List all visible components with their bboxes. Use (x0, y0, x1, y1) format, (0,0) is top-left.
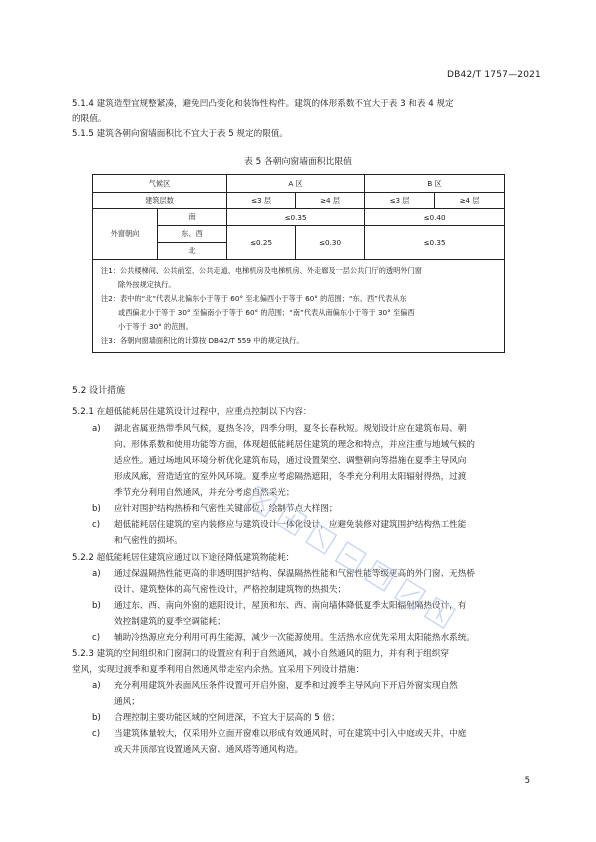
header-climate-zone: 气候区 (93, 175, 227, 193)
row-header-window-orientation: 外窗朝向 (93, 209, 158, 260)
bullet-b-label: b) (92, 504, 101, 514)
standard-code: DB42/T 1757—2021 (447, 70, 541, 80)
table-5-caption: 表 5 各朝向窗墙面积比限值 (244, 157, 352, 167)
clause-5-2-2-b-line-1: 通过东、西、南向外窗的遮阳设计，屋顶和东、西、南向墙体降低夏季太阳辐射隔热设计，有 (114, 601, 467, 611)
header-zone-b: B 区 (365, 175, 505, 193)
bullet-c-label-2: c) (92, 633, 101, 643)
clause-5-2-2-b-line-2: 效控制建筑的夏季空调能耗； (114, 617, 226, 627)
bullet-a-label-3: a) (92, 681, 101, 691)
clause-5-2-3-a-line-2: 通风； (114, 697, 140, 707)
clause-5-2-2-c: 辅助冷热源应充分利用可再生能源，减少一次能源使用。生活热水应优先采用太阳能热水系统。 (114, 633, 475, 643)
clause-5-2-1: 5.2.1 在超低能耗居住建筑设计过程中，应重点控制以下内容： (72, 407, 312, 417)
header-zone-a: A 区 (227, 175, 365, 193)
clause-5-2-1-c-line-1: 超低能耗居住建筑的室内装修应与建筑设计一体化设计，应避免装修对建筑围护结构热工性能 (114, 520, 467, 530)
clause-5-2-1-a-line-4: 形成风廊，营造适宜的室外风环境。夏季应考虑隔热遮阳，冬季充分利用太阳辐射得热，过渡 (114, 472, 467, 482)
cell-b-all: ≤0.35 (365, 226, 505, 260)
bullet-a-label-2: a) (92, 569, 101, 579)
cell-south-zone-b: ≤0.40 (365, 209, 505, 226)
section-5-2-heading: 5.2 设计措施 (72, 386, 126, 396)
note-2-line-2: 或西偏北小于等于 30° 至偏南小于等于 60° 的范围；“南”代表从南偏东小于等于 30° 至偏西 (118, 308, 415, 317)
clause-5-2-3-line-1: 5.2.3 建筑的空间组织和门窗洞口的设置应有利于自然通风，减小自然通风的阻力，并有利于组织穿 (72, 649, 449, 659)
clause-5-2-1-a-line-2: 向、形体系数和使用功能等方面，体现超低能耗居住建筑的理念和特点，并应注重与地域气候的 (114, 440, 475, 450)
clause-5-2-1-a-line-1: 湖北省属亚热带季风气候，夏热冬冷，四季分明，夏冬长春秋短。规划设计应在建筑布局、朝 (114, 424, 467, 434)
clause-5-2-1-b: 应针对围护结构热桥和气密性关键部位，绘制节点大样图； (114, 504, 338, 514)
clause-5-2-1-c-line-2: 和气密性的损坏。 (114, 536, 183, 546)
cell-a-le3: ≤0.25 (227, 226, 296, 260)
clause-5-2-2-a-line-2: 设计、建筑整体的高气密性设计，严格控制建筑物的热损失； (114, 585, 347, 595)
window-wall-ratio-table (92, 174, 505, 353)
clause-5-2-2-a-line-1: 通过保温隔热性能更高的非透明围护结构、保温隔热性能和气密性能等级更高的外门窗、无热桥 (114, 569, 475, 579)
clause-5-2-3-line-2: 堂风，实现过渡季和夏季利用自然通风带走室内余热。宜采用下列设计措施： (72, 665, 365, 675)
note-3: 注3：各朝向窗墙面积比的计算按 DB42/T 559 中的规定执行。 (101, 336, 304, 345)
bullet-c-label: c) (92, 520, 101, 530)
note-1-line-1: 注1：公共楼梯间、公共前室、公共走道、电梯机房及电梯机房、外走廊及一层公共门厅的透明外门窗 (101, 266, 422, 275)
cell-a-ge4: ≤0.30 (296, 226, 365, 260)
header-building-floors: 建筑层数 (93, 193, 227, 209)
bullet-c-label-3: c) (92, 729, 101, 739)
cell-south-zone-a: ≤0.35 (227, 209, 365, 226)
clause-5-1-4-line-2: 的限值。 (72, 114, 107, 124)
clause-5-2-3-b: 合理控制主要功能区域的空间进深，不宜大于层高的 5 倍； (114, 713, 340, 723)
clause-5-2-3-a-line-1: 充分利用建筑外表面风压条件设置可开启外窗，夏季和过渡季主导风向下开启外窗实现自然 (114, 681, 458, 691)
table-notes (93, 260, 505, 353)
bullet-a-label: a) (92, 424, 101, 434)
clause-5-2-1-a-line-3: 适应性。通过场地风环境分析优化建筑布局，通过设置架空、调整朝向等措施在夏季主导风向 (114, 456, 467, 466)
clause-5-1-5: 5.1.5 建筑各朝向窗墙面积比不宜大于表 5 规定的限值。 (72, 129, 288, 139)
orientation-south: 南 (158, 209, 227, 226)
header-b-le3: ≤3 层 (365, 193, 435, 209)
header-b-ge4: ≥4 层 (435, 193, 505, 209)
clause-5-2-2: 5.2.2 超低能耗居住建筑应通过以下途径降低建筑物能耗： (72, 553, 295, 563)
orientation-north: 北 (158, 243, 227, 260)
page-number: 5 (524, 776, 530, 786)
bullet-b-label-2: b) (92, 601, 101, 611)
note-1-line-2: 除外按规定执行。 (118, 280, 176, 289)
header-a-le3: ≤3 层 (227, 193, 296, 209)
clause-5-2-1-a-line-5: 季节充分利用自然通风，并充分考虑自然采光； (114, 488, 295, 498)
clause-5-2-3-c-line-2: 或天井顶部宜设置通风天窗、通风塔等通风构造。 (114, 745, 304, 755)
note-2-line-1: 注2：表中的“北”代表从北偏东小于等于 60° 至北偏西小于等于 60° 的范围；“东、西”代表从东 (101, 294, 407, 303)
orientation-east-west: 东、西 (158, 226, 227, 243)
bullet-b-label-3: b) (92, 713, 101, 723)
note-2-line-3: 小于等于 30° 的范围。 (118, 322, 193, 331)
header-a-ge4: ≥4 层 (296, 193, 365, 209)
clause-5-2-3-c-line-1: 当建筑体量较大，仅采用外立面开窗难以形成有效通风时，可在建筑中引入中庭或天井，中庭 (114, 729, 467, 739)
clause-5-1-4-line-1: 5.1.4 建筑造型宜规整紧凑，避免凹凸变化和装饰性构件。建筑的体形系数不宜大于表 3 和表 4 规定 (72, 99, 454, 109)
